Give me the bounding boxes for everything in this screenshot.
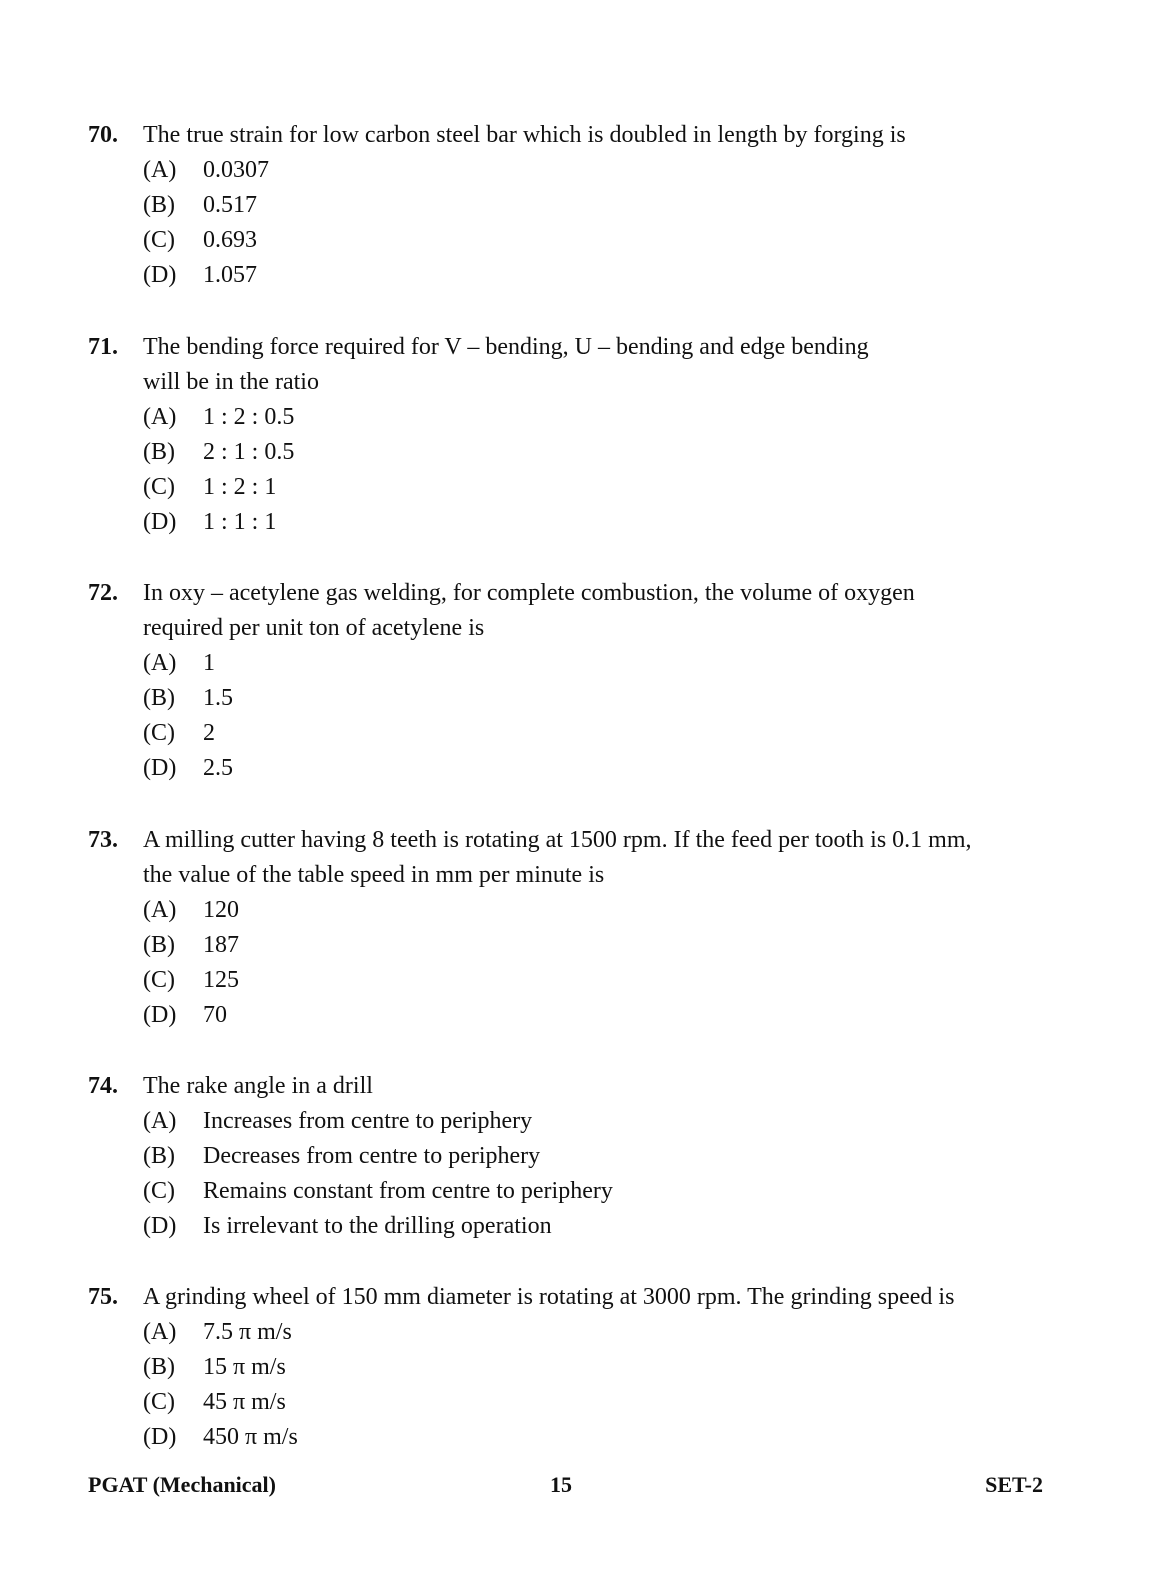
question-text: The bending force required for V – bending, U – bending and edge bending (143, 334, 869, 360)
option-d (88, 1420, 1028, 1455)
question-74 (88, 1069, 1028, 1244)
question-stem (88, 823, 1028, 858)
question-71 (88, 330, 1028, 540)
option-text: 70 (203, 1002, 227, 1028)
option-a (88, 153, 1028, 188)
option-text: 2 : 1 : 0.5 (203, 439, 295, 465)
option-label: (D) (143, 1002, 177, 1028)
options-list (88, 1315, 1028, 1455)
option-text: Remains constant from centre to periphery (203, 1178, 613, 1204)
option-text: 120 (203, 897, 239, 923)
option-c (88, 1385, 1028, 1420)
option-b (88, 681, 1028, 716)
option-text: 1 (203, 650, 215, 676)
option-b (88, 435, 1028, 470)
options-list (88, 646, 1028, 786)
option-label: (B) (143, 192, 175, 218)
question-70 (88, 118, 1028, 293)
option-a (88, 1315, 1028, 1350)
question-text: required per unit ton of acetylene is (143, 615, 485, 641)
option-b (88, 928, 1028, 963)
question-number: 72. (88, 580, 118, 606)
option-label: (A) (143, 404, 177, 430)
option-b (88, 188, 1028, 223)
option-text: 0.693 (203, 227, 257, 253)
option-text: 1 : 2 : 0.5 (203, 404, 295, 430)
question-stem (88, 1280, 1028, 1315)
question-stem (88, 118, 1028, 153)
question-75 (88, 1280, 1028, 1455)
option-text: 187 (203, 932, 239, 958)
question-text: will be in the ratio (143, 369, 319, 395)
option-text: 7.5 π m/s (203, 1319, 292, 1345)
question-stem (88, 1069, 1028, 1104)
option-text: 0.517 (203, 192, 257, 218)
option-label: (C) (143, 720, 175, 746)
option-label: (B) (143, 685, 175, 711)
question-stem-continued (88, 858, 1028, 893)
option-text: 15 π m/s (203, 1354, 286, 1380)
option-text: 0.0307 (203, 157, 269, 183)
option-text: Is irrelevant to the drilling operation (203, 1213, 552, 1239)
option-label: (D) (143, 262, 177, 288)
option-label: (C) (143, 967, 175, 993)
option-text: 2.5 (203, 755, 233, 781)
question-stem (88, 330, 1028, 365)
options-list (88, 153, 1028, 293)
question-text: The rake angle in a drill (143, 1073, 373, 1099)
option-text: 1 : 1 : 1 (203, 509, 277, 535)
page-number: 15 (550, 1472, 572, 1497)
option-label: (D) (143, 509, 177, 535)
question-text: The true strain for low carbon steel bar which is doubled in length by forging is (143, 122, 906, 148)
question-number: 73. (88, 827, 118, 853)
option-d (88, 1209, 1028, 1244)
option-d (88, 258, 1028, 293)
option-label: (B) (143, 932, 175, 958)
question-text: In oxy – acetylene gas welding, for complete combustion, the volume of oxygen (143, 580, 915, 606)
option-text: 125 (203, 967, 239, 993)
option-label: (B) (143, 1354, 175, 1380)
set-code: SET-2 (985, 1472, 1043, 1497)
question-stem (88, 576, 1028, 611)
option-label: (D) (143, 1213, 177, 1239)
options-list (88, 1104, 1028, 1244)
option-label: (A) (143, 1108, 177, 1134)
exam-title: PGAT (Mechanical) (88, 1472, 276, 1497)
options-list (88, 400, 1028, 540)
question-number: 71. (88, 334, 118, 360)
question-number: 74. (88, 1073, 118, 1099)
option-label: (A) (143, 157, 177, 183)
option-text: 2 (203, 720, 215, 746)
option-label: (A) (143, 650, 177, 676)
option-c (88, 223, 1028, 258)
option-label: (B) (143, 439, 175, 465)
options-list (88, 893, 1028, 1033)
question-number: 70. (88, 122, 118, 148)
option-text: Increases from centre to periphery (203, 1108, 533, 1134)
option-c (88, 1174, 1028, 1209)
option-a (88, 893, 1028, 928)
option-c (88, 470, 1028, 505)
option-d (88, 751, 1028, 786)
question-text: the value of the table speed in mm per minute is (143, 862, 605, 888)
question-72 (88, 576, 1028, 786)
option-text: 1 : 2 : 1 (203, 474, 277, 500)
question-text: A milling cutter having 8 teeth is rotating at 1500 rpm. If the feed per tooth is 0.1 mm, (143, 827, 972, 853)
option-label: (A) (143, 897, 177, 923)
option-d (88, 505, 1028, 540)
question-text: A grinding wheel of 150 mm diameter is rotating at 3000 rpm. The grinding speed is (143, 1284, 955, 1310)
option-text: 45 π m/s (203, 1389, 286, 1415)
option-c (88, 716, 1028, 751)
question-73 (88, 823, 1028, 1033)
option-label: (C) (143, 1389, 175, 1415)
option-label: (D) (143, 755, 177, 781)
option-label: (A) (143, 1319, 177, 1345)
option-label: (C) (143, 474, 175, 500)
option-a (88, 646, 1028, 681)
option-d (88, 998, 1028, 1033)
option-text: 1.057 (203, 262, 257, 288)
question-stem-continued (88, 611, 1028, 646)
option-label: (C) (143, 227, 175, 253)
option-text: 1.5 (203, 685, 233, 711)
option-text: 450 π m/s (203, 1424, 298, 1450)
option-label: (D) (143, 1424, 177, 1450)
option-a (88, 400, 1028, 435)
question-stem-continued (88, 365, 1028, 400)
option-label: (B) (143, 1143, 175, 1169)
page-footer (88, 1470, 1043, 1500)
option-b (88, 1139, 1028, 1174)
option-text: Decreases from centre to periphery (203, 1143, 541, 1169)
option-a (88, 1104, 1028, 1139)
option-label: (C) (143, 1178, 175, 1204)
question-number: 75. (88, 1284, 118, 1310)
option-b (88, 1350, 1028, 1385)
option-c (88, 963, 1028, 998)
